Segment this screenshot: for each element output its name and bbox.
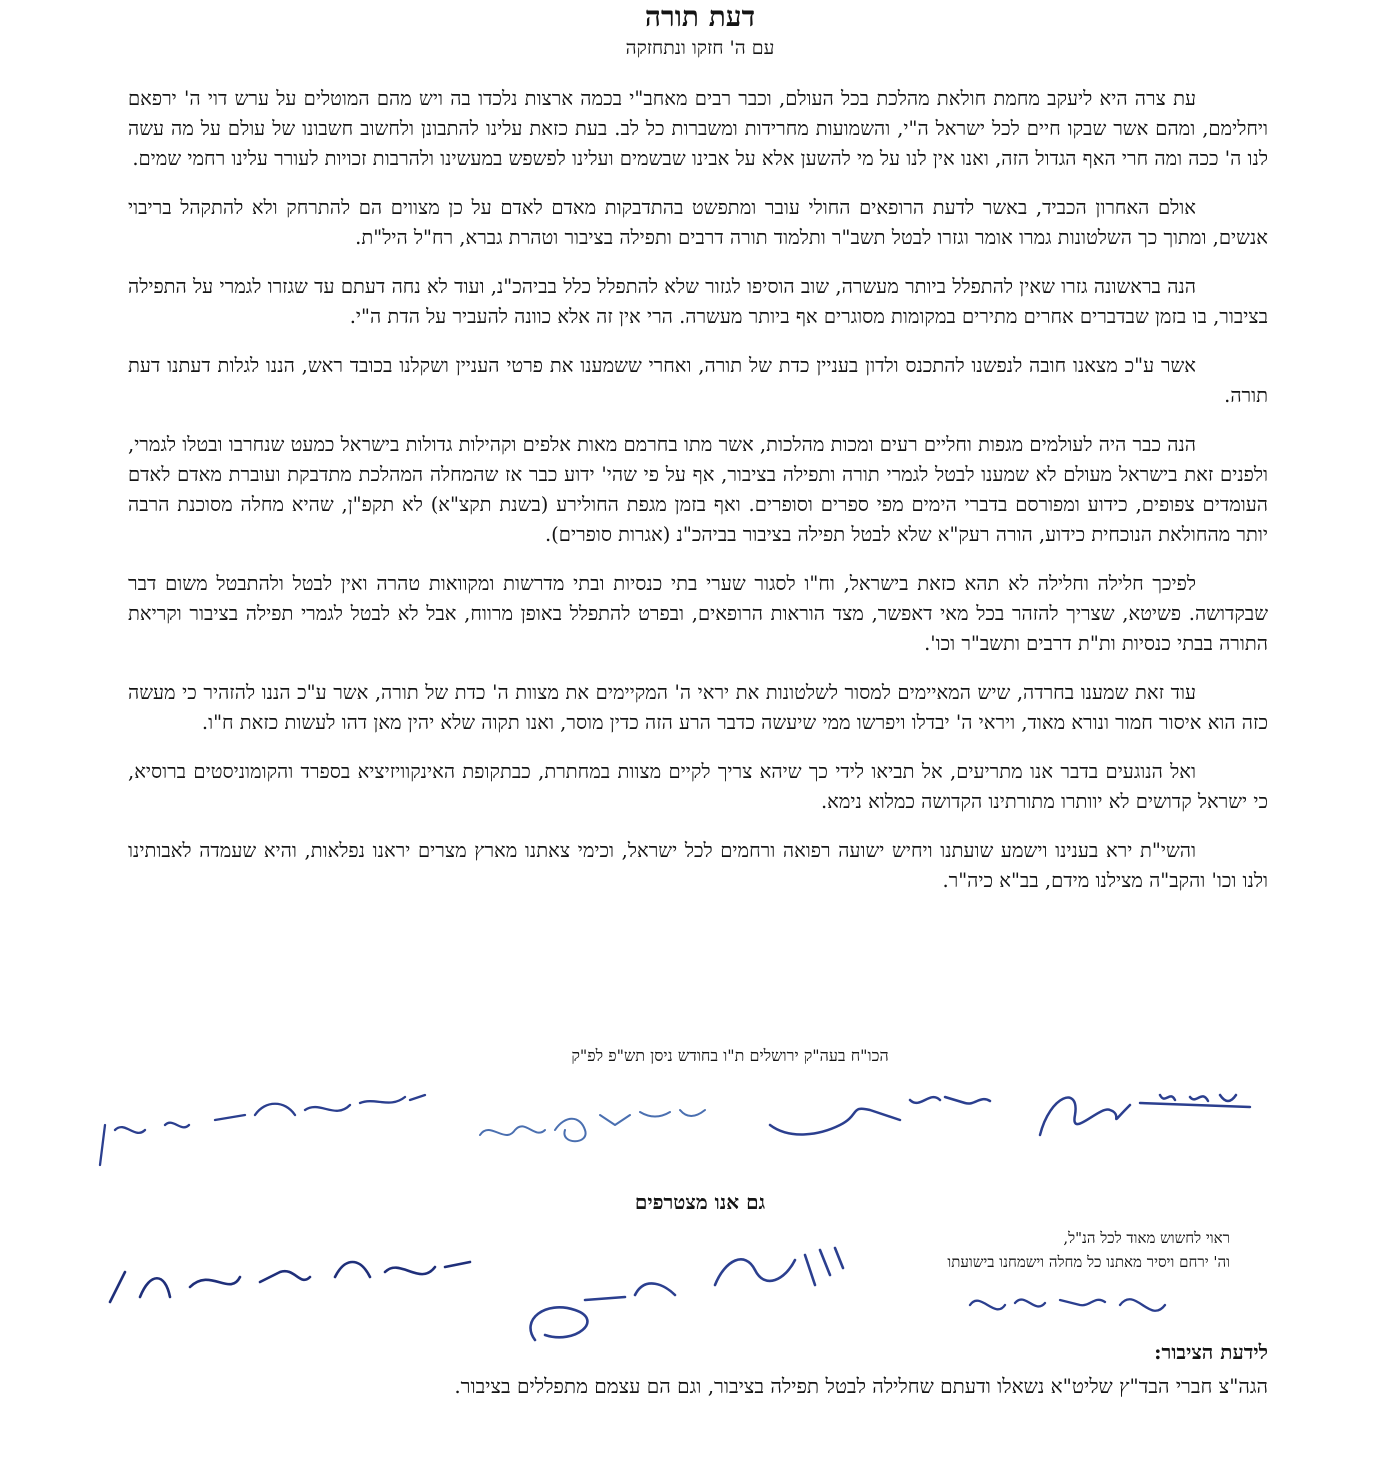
body-paragraph: עת צרה היא ליעקב מחמת חולאת מהלכת בכל העולם, וכבר רבים מאחב"י בכמה ארצות נלכדו בה ויש מהם המוטלים על ערש דוי ה' ירפאם ויחלימם, ומהם אשר שבקו חיים לכל ישראל ה"י, והשמועות מחרידות ומשברות כל לב. בעת כזאת עלינו להתבונן ולחשוב חשבונו של עולם על מה עשה לנו ה' ככה ומה חרי האף הגדול הזה, ואנו אין לנו על מי להשען אלא על אבינו שבשמים ועלינו לפשפש במעשינו ולהרבות זכויות לעורר עלינו רחמי שמים. xyxy=(128,87,1268,170)
letter-body xyxy=(128,84,1268,915)
body-paragraph: לפיכך חלילה וחלילה לא תהא כזאת בישראל, וח"ו לסגור שערי בתי כנסיות ובתי מדרשות ומקוואות טהרה ואין לבטל ולהתבטל משום דבר שבקדושה. פשיטא, שצריך להזהר בכל מאי דאפשר, מצד הוראות הרופאים, ובפרט להתפלל באופן מרווח, אבל לא לבטל לגמרי תפילה בציבור וקריאת התורה בבתי כנסיות ות"ת דרבים ותשב"ר וכו'. xyxy=(128,572,1268,655)
join-heading: גם אנו מצטרפים xyxy=(634,1190,766,1214)
notice-text: הגה"צ חברי הבד"ץ שליט"א נשאלו ודעתם שחלילה לבטל תפילה בציבור, וגם הם עצמם מתפללים בציבור. xyxy=(454,1374,1268,1398)
body-paragraph: עוד זאת שמענו בחרדה, שיש המאיימים למסור לשלטונות את יראי ה' המקיימים את מצוות ה' כדת של תורה, אשר ע"כ הננו להזהיר כי מעשה כזה הוא איסור חמור ונורא מאוד, ויראי ה' יבדלו ויפרשו ממי שיעשה כדבר הרע הזה כדין מוסר, ואנו תקוה שלא יהין מאן דהו לעשות כזאת ח"ו. xyxy=(128,681,1268,734)
signature-6 xyxy=(515,1240,855,1350)
body-paragraph: הנה בראשונה גזרו שאין להתפלל ביותר מעשרה, שוב הוסיפו לגזור שלא להתפלל כלל בביהכ"נ, ועוד לא נחה דעתם עד שגזרו לגמרי על התפילה בציבור, בו בזמן שבדברים אחרים מתירים במקומות מסוגרים אף ביותר מעשרה. הרי אין זה אלא כוונה להעביר על הדת ה"י. xyxy=(128,275,1268,328)
side-note xyxy=(850,1226,1230,1274)
body-paragraph: ואל הנוגעים בדבר אנו מתריעים, אל תביאו לידי כך שיהא צריך לקיים מצוות במחתרת, כבתקופת האינקוויזיציא בספרד והקומוניסטים ברוסיא, כי ישראל קדושים לא יוותרו מתורתינו הקדושה כמלוא נימא. xyxy=(128,760,1268,813)
notice-heading: לידעת הציבור: xyxy=(1154,1340,1268,1364)
body-paragraph: הנה כבר היה לעולמים מגפות וחליים רעים ומכות מהלכות, אשר מתו בחרמם מאות אלפים וקהילות גדולות בישראל כמעט שנחרבו ובטלו לגמרי, ולפנים זאת בישראל מעולם לא שמענו לבטל לגמרי תורה ותפילה בציבור, אף על פי שהי' ידוע כבר אז שהמחלה המהלכת מתדבקת ועוברת מאדם לאדם העומדים צפופים, כידוע ומפורסם בדברי הימים מפי ספרים וסופרים. ואף בזמן מגפת החולירע (בשנת תקצ"א) לא תקפ"ן, שהיא מחלה מסוכנת הרבה יותר מהחולאת הנוכחית כידוע, הורה רעק"א שלא לבטל תפילה בציבור בביהכ"נ (אגרות סופרים). xyxy=(128,433,1268,546)
signature-4 xyxy=(95,1085,435,1175)
side-note-line: וה' ירחם ויסיר מאתנו כל מחלה וישמחנו בישועתו xyxy=(947,1253,1230,1271)
document-subtitle: עם ה' חזקו ונתחזקה xyxy=(625,37,775,59)
signing-date-line: הכו"ח בעה"ק ירושלים ת"ו בחודש ניסן תש"פ לפ"ק xyxy=(571,1046,889,1065)
document-title: דעת תורה xyxy=(644,0,756,33)
body-paragraph: אשר ע"כ מצאנו חובה לנפשנו להתכנס ולדון בעניין כדת של תורה, ואחרי ששמענו את פרטי העניין ושקלנו בכובד ראש, הננו לגלות דעתנו דעת תורה. xyxy=(128,354,1268,407)
signature-2 xyxy=(760,1085,1000,1145)
side-note-line: ראוי לחשוש מאוד לכל הנ"ל, xyxy=(1063,1229,1230,1247)
signature-7 xyxy=(100,1242,480,1322)
body-paragraph: אולם האחרון הכביד, באשר לדעת הרופאים החולי עובר ומתפשט בהתדבקות מאדם לאדם על כן מצווים הם להתרחק ולא להתקהל בריבוי אנשים, ומתוך כך השלטונות גמרו אומר וגזרו לבטל תשב"ר ותלמוד תורה דרבים ותפילה בציבור וטהרת גברא, רח"ל היל"ת. xyxy=(128,196,1268,249)
signature-1 xyxy=(1030,1075,1270,1145)
body-paragraph: והשי"ת ירא בענינו וישמע שועתנו ויחיש ישועה רפואה ורחמים לכל ישראל, וכימי צאתנו מארץ מצרים יראנו נפלאות, והיא שעמדה לאבותינו ולנו וכו' והקב"ה מצילנו מידם, בב"א כיה"ר. xyxy=(128,839,1268,892)
signature-5 xyxy=(960,1275,1190,1325)
signature-3 xyxy=(470,1100,720,1150)
